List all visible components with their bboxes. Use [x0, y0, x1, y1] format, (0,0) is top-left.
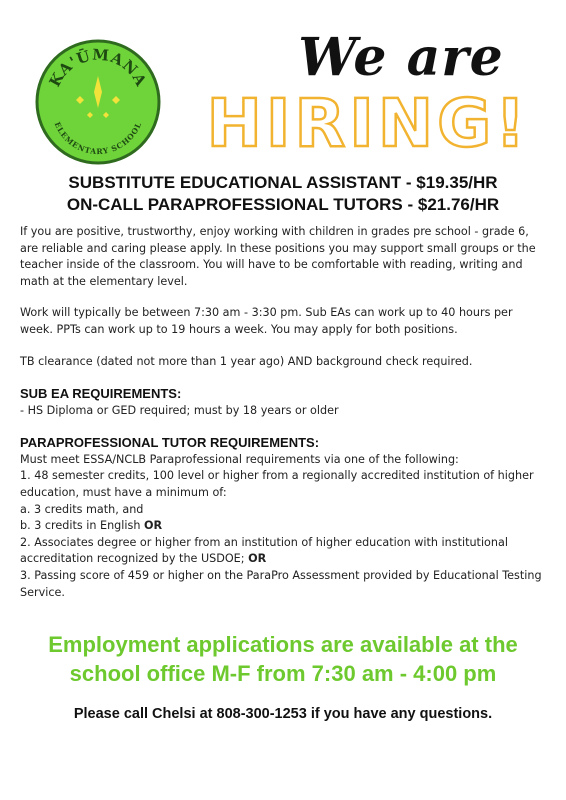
positions-block: [0, 172, 566, 216]
logo-name-text: KA'ŪMANA: [45, 45, 151, 90]
headline-we-are: We are: [298, 27, 504, 88]
contact-line: Please call Chelsi at 808-300-1253 if you have any questions.: [73, 706, 493, 722]
application-line-2: school office M-F from 7:30 am - 4:00 pm: [69, 661, 497, 686]
position-paraprofessional-tutor: ON-CALL PARAPROFESSIONAL TUTORS - $21.76/HR: [66, 195, 500, 214]
or-conjunction: OR: [248, 552, 267, 566]
ppt-requirements: [20, 452, 548, 601]
school-logo: [34, 38, 162, 166]
position-substitute-ea: SUBSTITUTE EDUCATIONAL ASSISTANT - $19.35/HR: [68, 173, 498, 192]
ppt-heading: PARAPROFESSIONAL TUTOR REQUIREMENTS:: [20, 434, 320, 450]
list-item: 1. 48 semester credits, 100 level or higher from a regionally accredited institution of higher education, must have a minimum of:: [20, 469, 534, 499]
list-item: a. 3 credits math, and: [20, 502, 144, 516]
paragraph-hours: Work will typically be between 7:30 am - 3:30 pm. Sub EAs can work up to 40 hours per week. PPTs can work up to 19 hours a week. You may apply for both positions.: [20, 306, 513, 336]
list-item: - HS Diploma or GED required; must by 18 years or older: [20, 404, 339, 418]
list-item: Must meet ESSA/NCLB Paraprofessional requirements via one of the following:: [20, 452, 459, 466]
application-line-1: Employment applications are available at the: [48, 632, 518, 657]
sub-ea-requirements: [20, 403, 548, 420]
application-info: [0, 630, 566, 688]
or-conjunction: OR: [143, 519, 163, 533]
list-item: 2. Associates degree or higher from an institution of higher education with institutional accreditation recognized by the USDOE; OR: [20, 535, 508, 566]
paragraph-clearance: TB clearance (dated not more than 1 year ago) AND background check required.: [20, 354, 473, 368]
list-item: 3. Passing score of 459 or higher on the ParaPro Assessment provided by Educational Testing Service.: [20, 568, 542, 599]
list-item: b. 3 credits in English OR: [20, 519, 163, 533]
description-block: [20, 224, 548, 615]
paragraph-intro: If you are positive, trustworthy, enjoy working with children in grades pre school - grade 6, are reliable and caring please apply. In these positions you may support small groups or the teacher inside of the classroom. You will have to be comfortable with reading, writing and math at the elementary level.: [20, 225, 536, 288]
headline-hiring: HIRING!: [206, 85, 530, 162]
sub-ea-heading: SUB EA REQUIREMENTS:: [20, 386, 182, 402]
logo-subtitle-text: ELEMENTARY SCHOOL: [52, 120, 144, 157]
